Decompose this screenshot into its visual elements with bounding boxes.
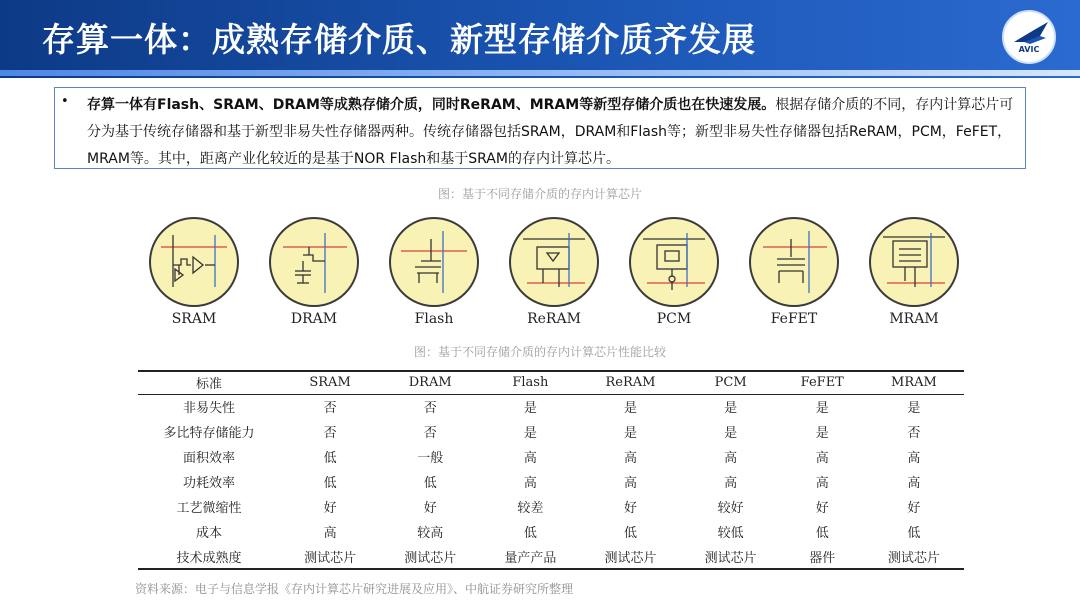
- source-note: 资料来源：电子与信息学报《存内计算芯片研究进展及应用》、中航证券研究所整理: [135, 582, 574, 596]
- table-cell: 否: [323, 401, 337, 417]
- header-fefet: FeFET: [781, 371, 864, 394]
- title-bar: [0, 0, 1080, 78]
- header-criterion: 标准: [138, 371, 280, 394]
- cell-label: SRAM: [171, 311, 217, 327]
- table-cell: 是: [523, 426, 537, 441]
- logo-text: AVIC: [1018, 45, 1040, 54]
- table-cell: 高: [724, 476, 738, 491]
- table-row: [138, 494, 964, 519]
- table-cell: 较低: [717, 526, 744, 541]
- table-cell: 是: [815, 401, 829, 417]
- table-cell: 低: [423, 476, 437, 491]
- table-cell: 高: [523, 451, 537, 466]
- table-cell: 好: [815, 501, 829, 516]
- summary-bold-text: 存算一体有Flash、SRAM、DRAM等成熟存储介质，同时ReRAM、MRAM等新型存储介质也在快速发展。: [87, 97, 776, 113]
- table-cell: 高: [907, 476, 921, 491]
- sram-cell-icon: [149, 217, 239, 307]
- table-cell: 非易失性: [182, 401, 235, 417]
- table-cell: 高: [907, 451, 921, 466]
- table-row: [138, 519, 964, 544]
- table-cell: 否: [323, 426, 337, 441]
- avic-logo: [1002, 10, 1056, 64]
- table-cell: 好: [423, 501, 437, 516]
- table-cell: 是: [724, 401, 738, 417]
- cell-label: Flash: [414, 311, 454, 327]
- summary-box: [54, 87, 1026, 169]
- table-cell: 否: [907, 426, 921, 441]
- table-cell: 高: [523, 476, 537, 491]
- table-cell: 是: [623, 401, 637, 417]
- mram-cell-icon: [869, 217, 959, 307]
- table-cell: 面积效率: [182, 451, 235, 466]
- dram-cell-icon: [269, 217, 359, 307]
- table-row: [138, 394, 964, 419]
- table-cell: 好: [623, 501, 637, 516]
- table-cell: 测试芯片: [380, 544, 480, 569]
- summary-body-text: 根据存储介质的不同，存内计算芯片可分为基于传统存储器和基于新型非易失性存储器两种。传统存储器包括SRAM，DRAM和Flash等；新型非易失性存储器包括ReRAM，PCM，FeFET，MRAM等。其中，距离产业化较近的是基于NOR Flash和基于SRAM的存内计算芯片。: [87, 97, 1014, 167]
- table-cell: 较高: [417, 526, 444, 541]
- table-cell: 否: [423, 426, 437, 441]
- table-cell: 低: [523, 526, 537, 541]
- header-dram: DRAM: [380, 371, 480, 394]
- figure-caption-circuits: 图：基于不同存储介质的存内计算芯片: [437, 187, 642, 201]
- table-cell: 是: [815, 426, 829, 441]
- bullet-point: •: [61, 94, 69, 109]
- table-cell: 量产产品: [480, 544, 580, 569]
- table-cell: 高: [623, 451, 637, 466]
- table-cell: 测试芯片: [580, 544, 680, 569]
- cell-label: FeFET: [770, 311, 818, 327]
- summary-text: [87, 92, 1019, 173]
- table-cell: 较差: [517, 501, 544, 516]
- reram-cell-icon: [509, 217, 599, 307]
- table-cell: 高: [323, 526, 337, 541]
- table-cell: 测试芯片: [864, 544, 964, 569]
- table-cell: 测试芯片: [681, 544, 781, 569]
- table-cell: 是: [724, 426, 738, 441]
- cell-label: ReRAM: [527, 311, 581, 327]
- plane-icon: [1004, 12, 1058, 66]
- table-cell: 技术成熟度: [138, 544, 280, 569]
- pcm-cell-icon: [629, 217, 719, 307]
- table-row: [138, 419, 964, 444]
- table-cell: 好: [323, 501, 337, 516]
- table-cell: 是: [523, 401, 537, 417]
- table-cell: 较好: [717, 501, 744, 516]
- table-cell: 一般: [417, 451, 444, 466]
- cell-label: MRAM: [889, 311, 939, 327]
- header-reram: ReRAM: [580, 371, 680, 394]
- table-cell: 测试芯片: [280, 544, 380, 569]
- header-pcm: PCM: [681, 371, 781, 394]
- table-cell: 高: [623, 476, 637, 491]
- header-flash: Flash: [480, 371, 580, 394]
- header-mram: MRAM: [864, 371, 964, 394]
- table-cell: 否: [423, 401, 437, 417]
- memory-cell-figure: [0, 212, 1080, 332]
- table-cell: 低: [323, 476, 337, 491]
- figure-caption-table: 图：基于不同存储介质的存内计算芯片性能比较: [413, 345, 666, 359]
- table-row: [138, 469, 964, 494]
- header-sram: SRAM: [280, 371, 380, 394]
- table-cell: 低: [323, 451, 337, 466]
- table-cell: 成本: [195, 526, 222, 541]
- table-cell: 好: [907, 501, 921, 516]
- page-title: 存算一体：成熟存储介质、新型存储介质齐发展: [42, 20, 756, 59]
- table-row: [138, 444, 964, 469]
- table-cell: 高: [724, 451, 738, 466]
- table-cell: 是: [907, 401, 921, 417]
- fefet-cell-icon: [749, 217, 839, 307]
- cell-label: PCM: [656, 311, 692, 327]
- table-cell: 低: [907, 526, 921, 541]
- flash-cell-icon: [389, 217, 479, 307]
- table-cell: 高: [815, 451, 829, 466]
- table-cell: 器件: [781, 544, 864, 569]
- table-cell: 工艺微缩性: [176, 501, 242, 516]
- title-underline: [0, 70, 1080, 76]
- cell-label: DRAM: [290, 311, 338, 327]
- table-cell: 功耗效率: [182, 476, 235, 491]
- table-cell: 高: [815, 476, 829, 491]
- table-cell: 多比特存储能力: [163, 426, 255, 441]
- table-cell: 低: [815, 526, 829, 541]
- comparison-table: [138, 370, 964, 570]
- table-row: [138, 544, 964, 569]
- table-cell: 低: [623, 526, 637, 541]
- table-cell: 是: [623, 426, 637, 441]
- table-header-row: [138, 371, 964, 394]
